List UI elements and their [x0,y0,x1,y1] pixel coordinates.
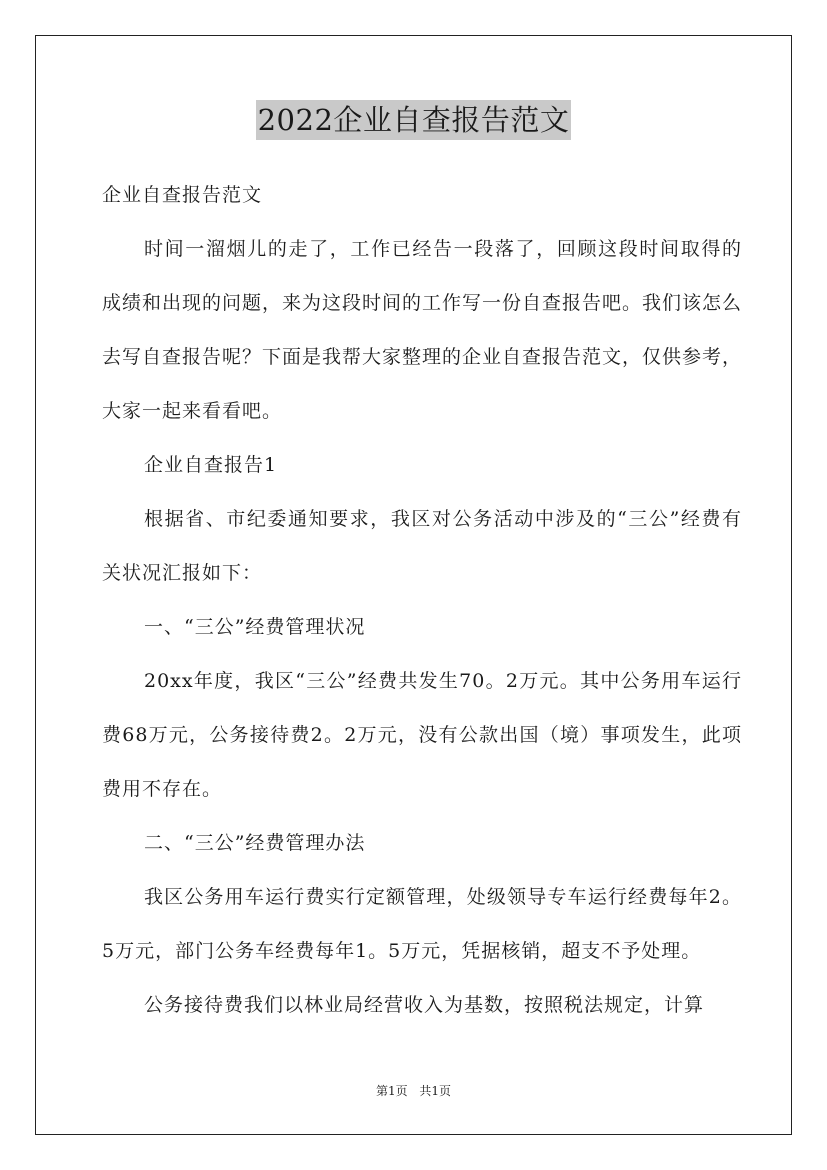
paragraph-reception: 公务接待费我们以林业局经营收入为基数，按照税法规定，计算 [144,994,705,1016]
document-body [102,168,742,1032]
paragraph-heading: 企业自查报告范文 [102,184,263,206]
paragraph-expenses: 20xx年度，我区“三公”经费共发生70。2万元。其中公务用车运行费68万元，公务接待费2。2万元，没有公款出国（境）事项发生，此项费用不存在。 [102,670,742,800]
paragraph-background: 根据省、市纪委通知要求，我区对公务活动中涉及的“三公”经费有关状况汇报如下： [102,508,742,584]
section-heading-2: 二、“三公”经费管理办法 [144,832,366,854]
document-title: 2022企业自查报告范文 [256,100,572,140]
paragraph-vehicle-management: 我区公务用车运行费实行定额管理，处级领导专车运行经费每年2。5万元，部门公务车经费每年1。5万元，凭据核销，超支不予处理。 [102,886,742,962]
paragraph-report-title: 企业自查报告1 [144,454,278,476]
title-container [0,100,827,140]
page-number: 第1页 [375,1084,408,1098]
page-total: 共1页 [419,1084,452,1098]
section-heading-1: 一、“三公”经费管理状况 [144,616,366,638]
paragraph-intro: 时间一溜烟儿的走了，工作已经告一段落了，回顾这段时间取得的成绩和出现的问题，来为这段时间的工作写一份自查报告吧。我们该怎么去写自查报告呢？下面是我帮大家整理的企业自查报告范文，仅供参考，大家一起来看看吧。 [102,238,743,422]
page-footer [0,1083,827,1099]
